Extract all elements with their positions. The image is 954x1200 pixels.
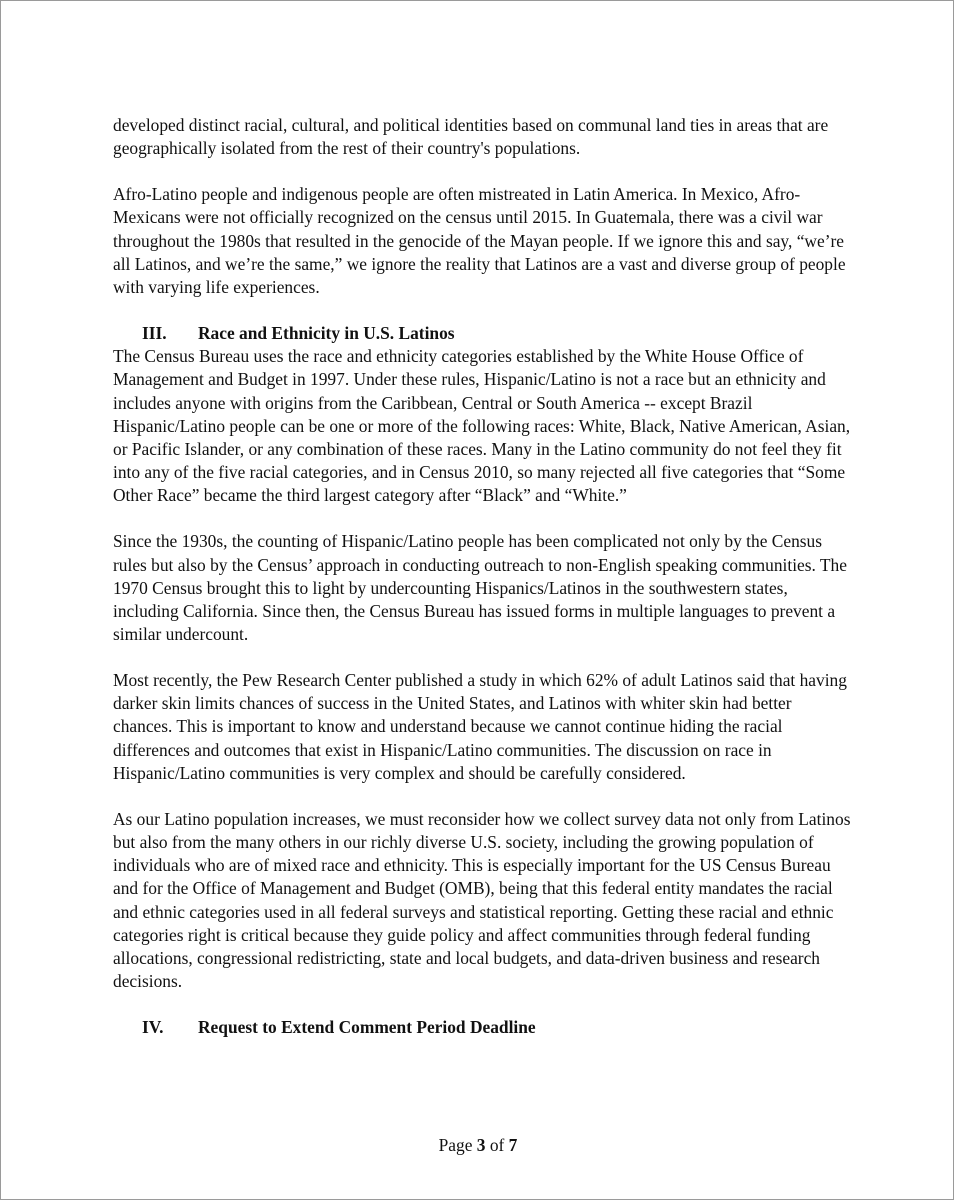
section-number-iii: III. [142,323,167,344]
section-heading-iv [113,1016,853,1039]
paragraph-census-categories: The Census Bureau uses the race and ethnicity categories established by the White House Office of Management and Budget in 1997. Under these rules, Hispanic/Latino is not a race but an ethnicity and includes anyone with origins from the Caribbean, Central or South America -- except Brazil Hispanic/Latino people can be one or more of the following races: White, Black, Native American, Asian, or Pacific Islander, or any combination of these races. Many in the Latino community do not feel they fit into any of the five racial categories, and in Census 2010, so many rejected all five categories that “Some Other Race” became the third largest category after “Black” and “White.” [113,346,851,506]
page-content [113,114,853,1039]
section-title-iii: Race and Ethnicity in U.S. Latinos [198,323,455,344]
section-title-iv: Request to Extend Comment Period Deadline [198,1017,536,1038]
page-footer [1,1135,954,1156]
page-label-prefix: Page [438,1135,477,1155]
total-page-count: 7 [508,1135,518,1155]
section-number-iv: IV. [142,1017,164,1038]
section-heading-iii [113,322,853,345]
page-label-of: of [485,1135,509,1155]
paragraph-afro-latino: Afro-Latino people and indigenous people are often mistreated in Latin America. In Mexico, Afro-Mexicans were not officially recognized on the census until 2015. In Guatemala, there was a civil war throughout the 1980s that resulted in the genocide of the Mayan people. If we ignore this and say, “we’re all Latinos, and we’re the same,” we ignore the reality that Latinos are a vast and diverse group of people with varying life experiences. [113,184,846,297]
paragraph-identities: developed distinct racial, cultural, and political identities based on communal land ties in areas that are geographically isolated from the rest of their country's populations. [113,115,829,159]
paragraph-pew-study: Most recently, the Pew Research Center published a study in which 62% of adult Latinos said that having darker skin limits chances of success in the United States, and Latinos with whiter skin had better chances. This is important to know and understand because we cannot continue hiding the racial differences and outcomes that exist in Hispanic/Latino communities. The discussion on race in Hispanic/Latino communities is very complex and should be carefully considered. [113,670,847,783]
paragraph-census-history: Since the 1930s, the counting of Hispanic/Latino people has been complicated not only by the Census rules but also by the Census’ approach in conducting outreach to non-English speaking communities. The 1970 Census brought this to light by undercounting Hispanics/Latinos in the southwestern states, including California. Since then, the Census Bureau has issued forms in multiple languages to prevent a similar undercount. [113,531,847,644]
paragraph-population-increase: As our Latino population increases, we must reconsider how we collect survey data not only from Latinos but also from the many others in our richly diverse U.S. society, including the growing population of individuals who are of mixed race and ethnicity. This is especially important for the US Census Bureau and for the Office of Management and Budget (OMB), being that this federal entity mandates the racial and ethnic categories used in all federal surveys and statistical reporting. Getting these racial and ethnic categories right is critical because they guide policy and affect communities through federal funding allocations, congressional redistricting, state and local budgets, and data-driven business and research decisions. [113,808,851,991]
current-page-number: 3 [476,1135,486,1155]
